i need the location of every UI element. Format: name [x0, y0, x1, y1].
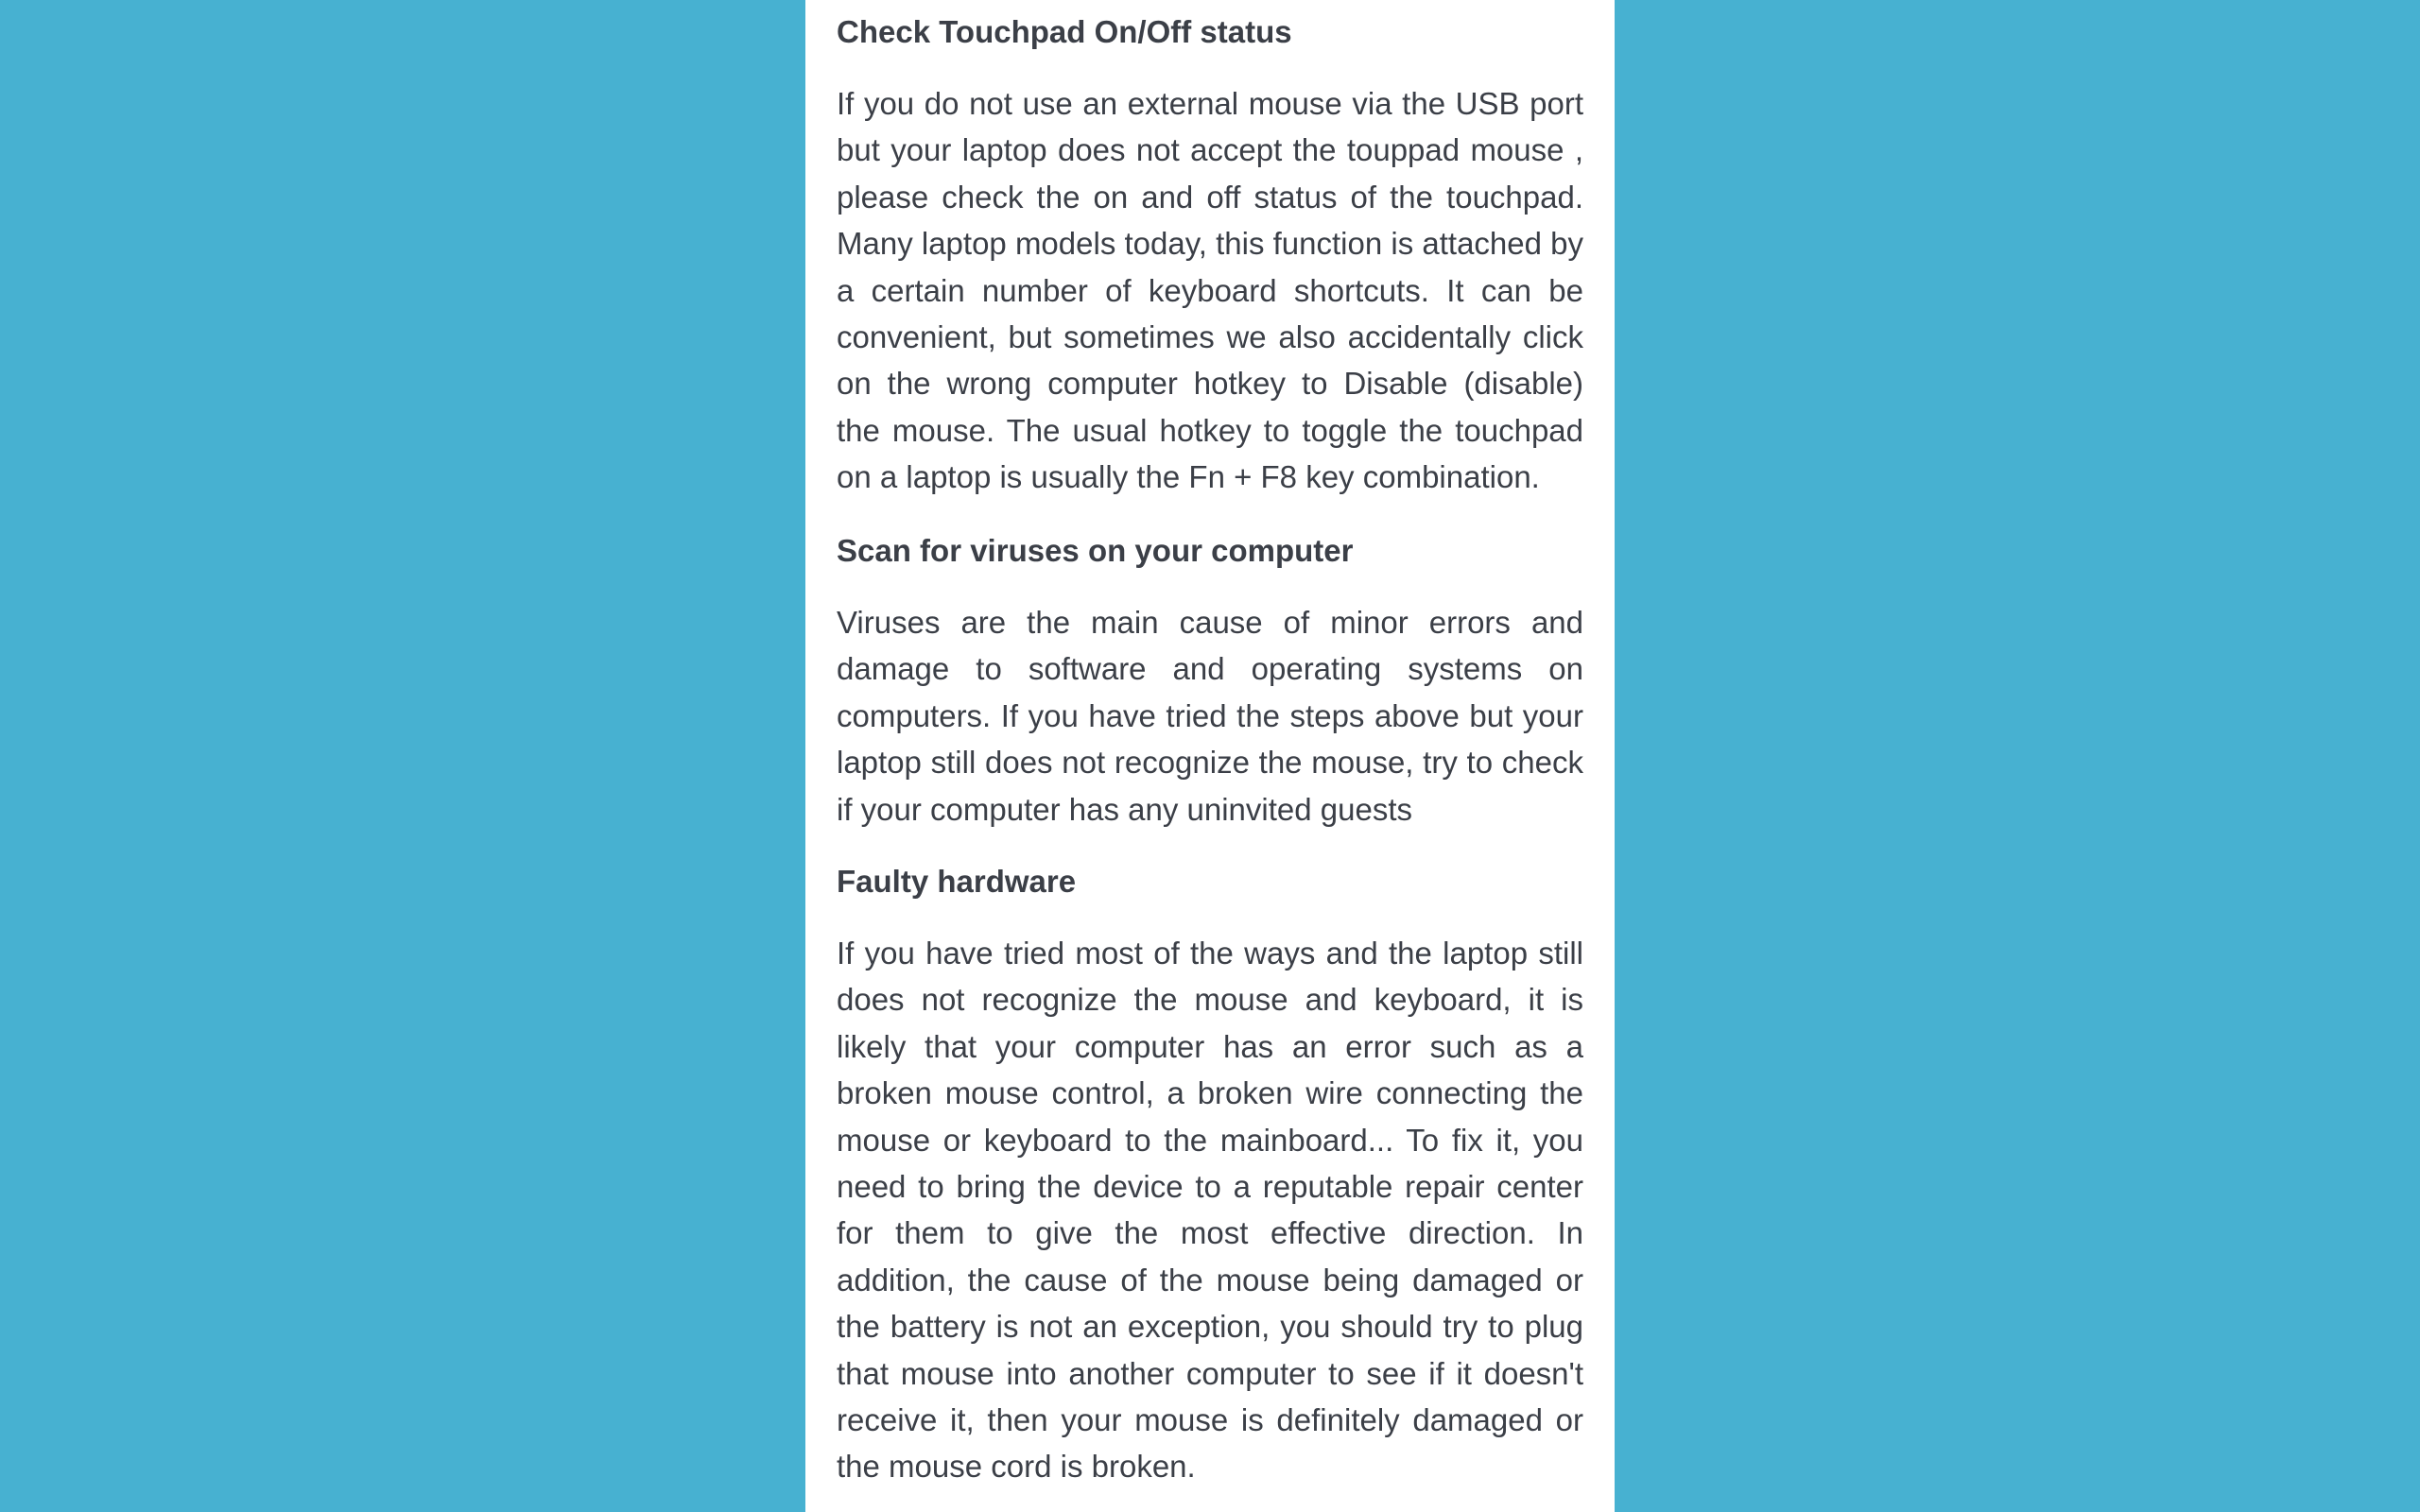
section-heading-viruses: Scan for viruses on your computer	[837, 533, 1354, 568]
section-body-viruses: Viruses are the main cause of minor errors and damage to software and operating systems on computers. If you have tried the steps above but your laptop still does not recognize the mouse, try to check if your computer has any uninvited guests	[837, 605, 1583, 827]
article-page	[805, 0, 1615, 1512]
section-heading-hardware: Faulty hardware	[837, 864, 1077, 899]
section-body-hardware: If you have tried most of the ways and the laptop still does not recognize the mouse and keyboard, it is likely that your computer has an error such as a broken mouse control, a broken wire connecting the mouse or keyboard to the mainboard... To fix it, you need to bring the device to a reputable repair center for them to give the most effective direction. In addition, the cause of the mouse being damaged or the battery is not an exception, you should try to plug that mouse into another computer to see if it doesn't receive it, then your mouse is definitely damaged or the mouse cord is broken.	[837, 936, 1583, 1485]
section-body-touchpad: If you do not use an external mouse via the USB port but your laptop does not accept the touppad mouse , please check the on and off status of the touchpad. Many laptop models today, this function is attached by a certain number of keyboard shortcuts. It can be convenient, but sometimes we also accidentally click on the wrong computer hotkey to Disable (disable) the mouse. The usual hotkey to toggle the touchpad on a laptop is usually the Fn + F8 key combination.	[837, 86, 1584, 495]
section-heading-touchpad: Check Touchpad On/Off status	[837, 14, 1292, 49]
